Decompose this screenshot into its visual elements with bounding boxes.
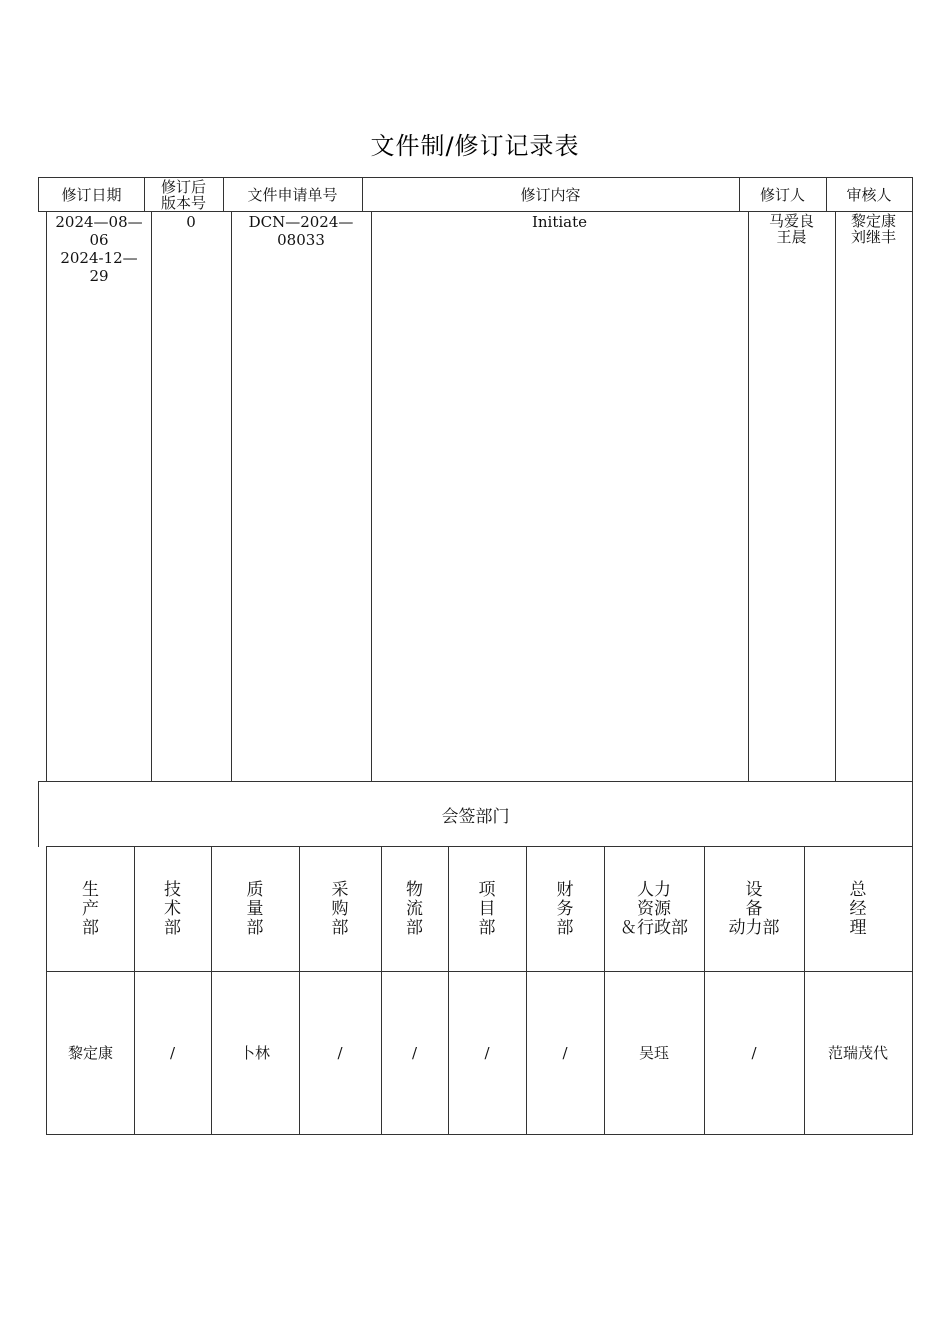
dept-name: 技 术 部	[164, 879, 181, 938]
header-reviser	[739, 177, 827, 212]
dept-name: 采 购 部	[331, 879, 349, 938]
revision-version: 0	[186, 213, 196, 231]
row-reviser-cell	[748, 211, 836, 782]
header-dcn	[223, 177, 363, 212]
row-content-cell	[371, 211, 749, 782]
dept-name: 物 流 部	[406, 879, 423, 938]
dept-signer: /	[337, 1043, 343, 1062]
revision-content: Initiate	[531, 213, 588, 231]
header-label: 修订后 版本号	[160, 177, 206, 212]
dept-name: 人力 资源 ＆行政部	[620, 879, 688, 938]
row-auditor-cell	[835, 211, 913, 782]
dept-signer: 范瑞茂代	[827, 1044, 888, 1062]
dept-signer: 卜林	[239, 1044, 270, 1062]
dept-cell	[46, 846, 135, 972]
dept-cell	[381, 846, 449, 972]
header-label: 修订内容	[520, 185, 581, 204]
dept-cell	[704, 846, 805, 972]
signer-cell	[46, 971, 135, 1135]
signer-cell	[704, 971, 805, 1135]
dept-signer: /	[411, 1043, 418, 1062]
dept-cell	[448, 846, 527, 972]
dept-name: 总 经 理	[849, 879, 867, 938]
dept-signer: 吴珏	[638, 1044, 669, 1062]
countersign-label-cell	[38, 781, 913, 847]
header-label: 审核人	[846, 185, 892, 204]
signer-cell	[804, 971, 913, 1135]
dept-cell	[134, 846, 212, 972]
signer-cell	[134, 971, 212, 1135]
page-title: 文件制/修订记录表	[370, 132, 580, 160]
dept-cell	[211, 846, 300, 972]
dept-cell	[804, 846, 913, 972]
dept-name: 生 产 部	[82, 879, 99, 938]
signer-cell	[448, 971, 527, 1135]
row-version-cell	[151, 211, 232, 782]
header-label: 文件申请单号	[247, 185, 338, 204]
dept-signer: /	[751, 1043, 757, 1062]
dept-signer: /	[169, 1043, 176, 1062]
dept-name: 质 量 部	[246, 879, 264, 938]
header-label: 修订人	[759, 185, 805, 204]
dept-cell	[604, 846, 705, 972]
revision-reviser: 马爱良 王晨	[768, 212, 814, 246]
dept-name: 项 目 部	[478, 879, 496, 938]
dept-cell	[299, 846, 382, 972]
dept-name: 财 务 部	[556, 879, 574, 938]
dept-signer: /	[562, 1043, 568, 1062]
dept-name: 设 备 动力部	[728, 879, 780, 938]
dept-signer: 黎定康	[67, 1044, 113, 1062]
revision-date: 2024—08— 06 2024-12— 29	[55, 213, 143, 285]
signer-cell	[299, 971, 382, 1135]
signer-cell	[211, 971, 300, 1135]
row-dcn-cell	[231, 211, 372, 782]
signer-cell	[381, 971, 449, 1135]
dept-cell	[526, 846, 605, 972]
header-content	[362, 177, 740, 212]
header-revision-date	[38, 177, 145, 212]
header-version	[144, 177, 224, 212]
signer-cell	[526, 971, 605, 1135]
dept-signer: /	[484, 1043, 490, 1062]
header-label: 修订日期	[61, 185, 122, 204]
signer-cell	[604, 971, 705, 1135]
row-date-cell	[46, 211, 152, 782]
revision-dcn: DCN—2024— 08033	[248, 213, 354, 249]
revision-auditor: 黎定康 刘继丰	[850, 212, 896, 246]
header-auditor	[826, 177, 913, 212]
countersign-label: 会签部门	[441, 807, 510, 827]
